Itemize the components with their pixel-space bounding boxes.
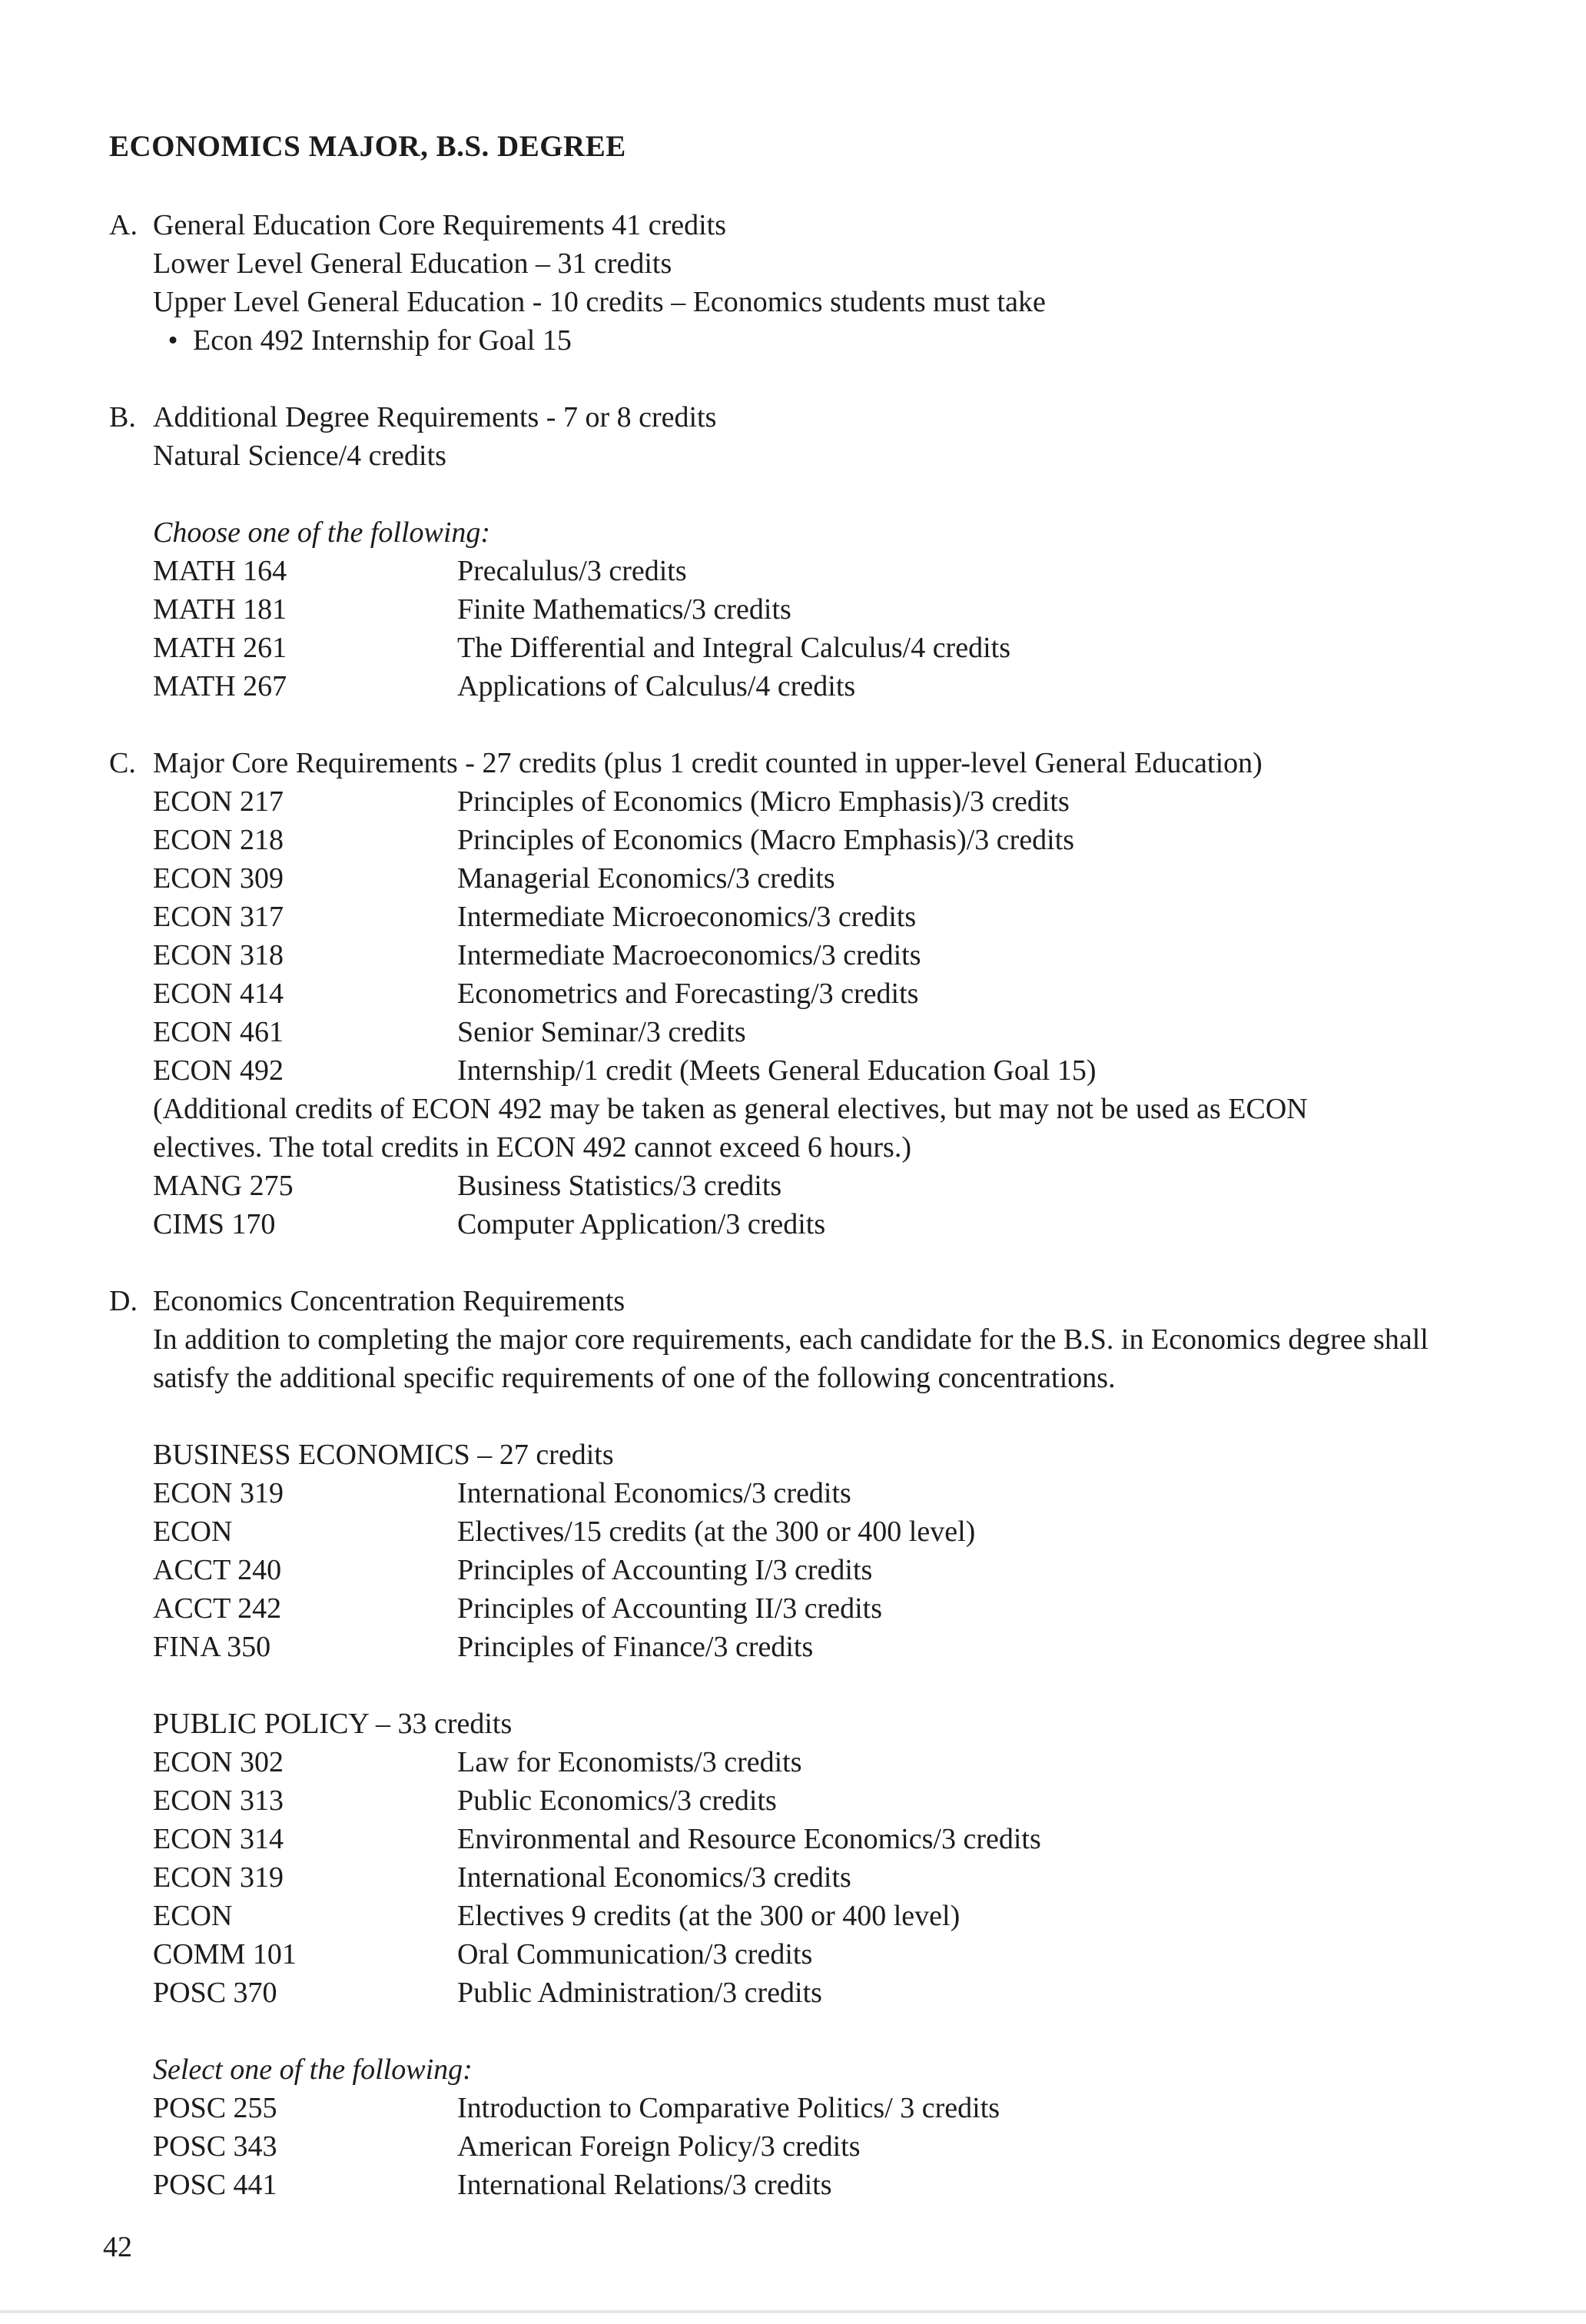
course-code: CIMS 170 [153,1208,276,1240]
course-row [153,1589,1428,1628]
course-desc: Internship/1 credit (Meets General Education Goal 15) [457,1054,1097,1087]
course-desc: Public Administration/3 credits [457,1977,822,2009]
major-core-course-list [109,782,1308,1243]
course-row [153,1013,1308,1051]
course-desc: Principles of Accounting II/3 credits [457,1592,882,1625]
select-label: Select one of the following: [153,2053,473,2086]
math-course-list [109,552,1010,706]
course-code: MATH 261 [153,632,287,664]
course-code: ECON 314 [153,1823,284,1855]
section-d-title: Economics Concentration Requirements [153,1285,625,1317]
course-code: ECON [153,1516,233,1548]
course-code: MANG 275 [153,1170,294,1202]
course-desc: Intermediate Macroeconomics/3 credits [457,939,921,971]
page-title: ECONOMICS MAJOR, B.S. DEGREE [109,130,626,163]
course-desc: Principles of Finance/3 credits [457,1631,814,1663]
section-c [109,744,1308,1243]
course-code: POSC 370 [153,1977,277,2009]
course-code: FINA 350 [153,1631,271,1663]
course-code: ECON 309 [153,862,284,895]
course-row [153,1781,1428,1820]
note-line: electives. The total credits in ECON 492 cannot exceed 6 hours.) [153,1131,911,1164]
course-row [153,1051,1308,1090]
course-row [153,898,1308,936]
course-desc: Econometrics and Forecasting/3 credits [457,978,919,1010]
course-row [153,782,1308,821]
course-code: ECON 317 [153,901,284,933]
section-a-bullet-item [109,321,1046,360]
course-code: ECON 318 [153,939,284,971]
concentration-credits: 27 credits [499,1439,614,1471]
course-code: MATH 164 [153,555,287,587]
course-code: POSC 343 [153,2130,277,2163]
section-b-line: Natural Science/4 credits [153,440,446,472]
course-code: ECON 319 [153,1477,284,1509]
course-desc: American Foreign Policy/3 credits [457,2130,861,2163]
course-code: MATH 267 [153,670,287,702]
course-desc: Precalulus/3 credits [457,555,687,587]
public-policy-heading [153,1705,1428,1743]
course-code: POSC 441 [153,2169,277,2201]
course-row [153,936,1308,974]
course-code: ECON 492 [153,1054,284,1087]
course-row [153,1628,1428,1666]
page-number: 42 [103,2231,132,2263]
section-c-letter: C. [109,747,136,779]
course-row [153,1820,1428,1858]
course-row [153,1205,1308,1243]
course-code: ECON 302 [153,1746,284,1778]
bullet-icon: • [168,324,178,357]
course-desc: The Differential and Integral Calculus/4 credits [457,632,1010,664]
course-desc: Managerial Economics/3 credits [457,862,835,895]
section-a-line: Lower Level General Education – 31 credits [153,247,672,280]
section-a-heading [109,206,1046,244]
course-desc: International Relations/3 credits [457,2169,832,2201]
course-desc: Principles of Accounting I/3 credits [457,1554,873,1586]
section-b-title: Additional Degree Requirements - 7 or 8 credits [153,401,717,433]
course-desc: Computer Application/3 credits [457,1208,826,1240]
course-desc: Law for Economists/3 credits [457,1746,802,1778]
course-desc: Business Statistics/3 credits [457,1170,782,1202]
section-b-letter: B. [109,401,136,433]
course-code: ECON 313 [153,1784,284,1817]
concentration-intro-line: In addition to completing the major core requirements, each candidate for the B.S. in Economics degree shall [153,1323,1428,1356]
course-row [153,2166,1428,2204]
course-code: ECON 217 [153,785,284,818]
course-desc: Applications of Calculus/4 credits [457,670,856,702]
course-desc: Electives/15 credits (at the 300 or 400 level) [457,1516,976,1548]
course-code: ECON 319 [153,1861,284,1894]
section-d [109,1282,1428,2204]
course-desc: Electives 9 credits (at the 300 or 400 level) [457,1900,961,1932]
course-code: MATH 181 [153,593,287,626]
section-a-letter: A. [109,209,138,241]
course-desc: Intermediate Microeconomics/3 credits [457,901,917,933]
course-desc: Finite Mathematics/3 credits [457,593,791,626]
concentration-name: BUSINESS ECONOMICS – [153,1439,499,1471]
course-row [153,1167,1308,1205]
concentration-name: PUBLIC POLICY – [153,1708,398,1740]
section-a [109,206,1046,360]
choose-label: Choose one of the following: [153,516,491,549]
course-code: ECON 218 [153,824,284,856]
course-desc: Environmental and Resource Economics/3 credits [457,1823,1041,1855]
course-row [153,974,1308,1013]
course-row [153,667,1010,706]
course-row [153,1743,1428,1781]
section-c-heading [109,744,1308,782]
course-desc: Introduction to Comparative Politics/ 3 credits [457,2092,1000,2124]
bullet-text: Econ 492 Internship for Goal 15 [193,324,572,357]
section-b-heading [109,398,1010,437]
course-row [153,821,1308,859]
course-row [153,2089,1428,2127]
course-code: POSC 255 [153,2092,277,2124]
course-desc: Principles of Economics (Micro Emphasis)/3 credits [457,785,1070,818]
course-row [153,1935,1428,1974]
concentration-credits: 33 credits [397,1708,513,1740]
section-a-title: General Education Core Requirements 41 credits [153,209,727,241]
course-desc: International Economics/3 credits [457,1477,851,1509]
course-row [153,1474,1428,1512]
course-desc: Principles of Economics (Macro Emphasis)/3 credits [457,824,1075,856]
course-row [153,1858,1428,1897]
section-d-heading [109,1282,1428,1320]
course-code: ECON [153,1900,233,1932]
course-row [153,552,1010,590]
course-code: ACCT 242 [153,1592,282,1625]
course-row [153,1512,1428,1551]
scan-edge-divider [0,2310,1586,2313]
section-a-line: Upper Level General Education - 10 credits – Economics students must take [153,286,1046,318]
section-b [109,398,1010,706]
course-row [153,2127,1428,2166]
course-code: ACCT 240 [153,1554,282,1586]
course-code: ECON 414 [153,978,284,1010]
course-desc: Senior Seminar/3 credits [457,1016,746,1048]
course-code: COMM 101 [153,1938,297,1970]
course-row [153,629,1010,667]
course-desc: International Economics/3 credits [457,1861,851,1894]
course-row [153,1897,1428,1935]
course-row [153,859,1308,898]
concentration-intro-line: satisfy the additional specific requirements of one of the following concentrations. [153,1362,1116,1394]
note-line: (Additional credits of ECON 492 may be taken as general electives, but may not be used as ECON [153,1093,1308,1125]
section-c-title: Major Core Requirements - 27 credits (plus 1 credit counted in upper-level General Education) [153,747,1262,779]
course-code: ECON 461 [153,1016,284,1048]
public-policy-concentration [109,1705,1428,2204]
business-economics-heading [153,1436,1428,1474]
course-row [153,590,1010,629]
business-economics-concentration [109,1436,1428,1705]
course-desc: Oral Communication/3 credits [457,1938,813,1970]
section-d-letter: D. [109,1285,138,1317]
course-row [153,1974,1428,2012]
course-row [153,1551,1428,1589]
course-desc: Public Economics/3 credits [457,1784,777,1817]
